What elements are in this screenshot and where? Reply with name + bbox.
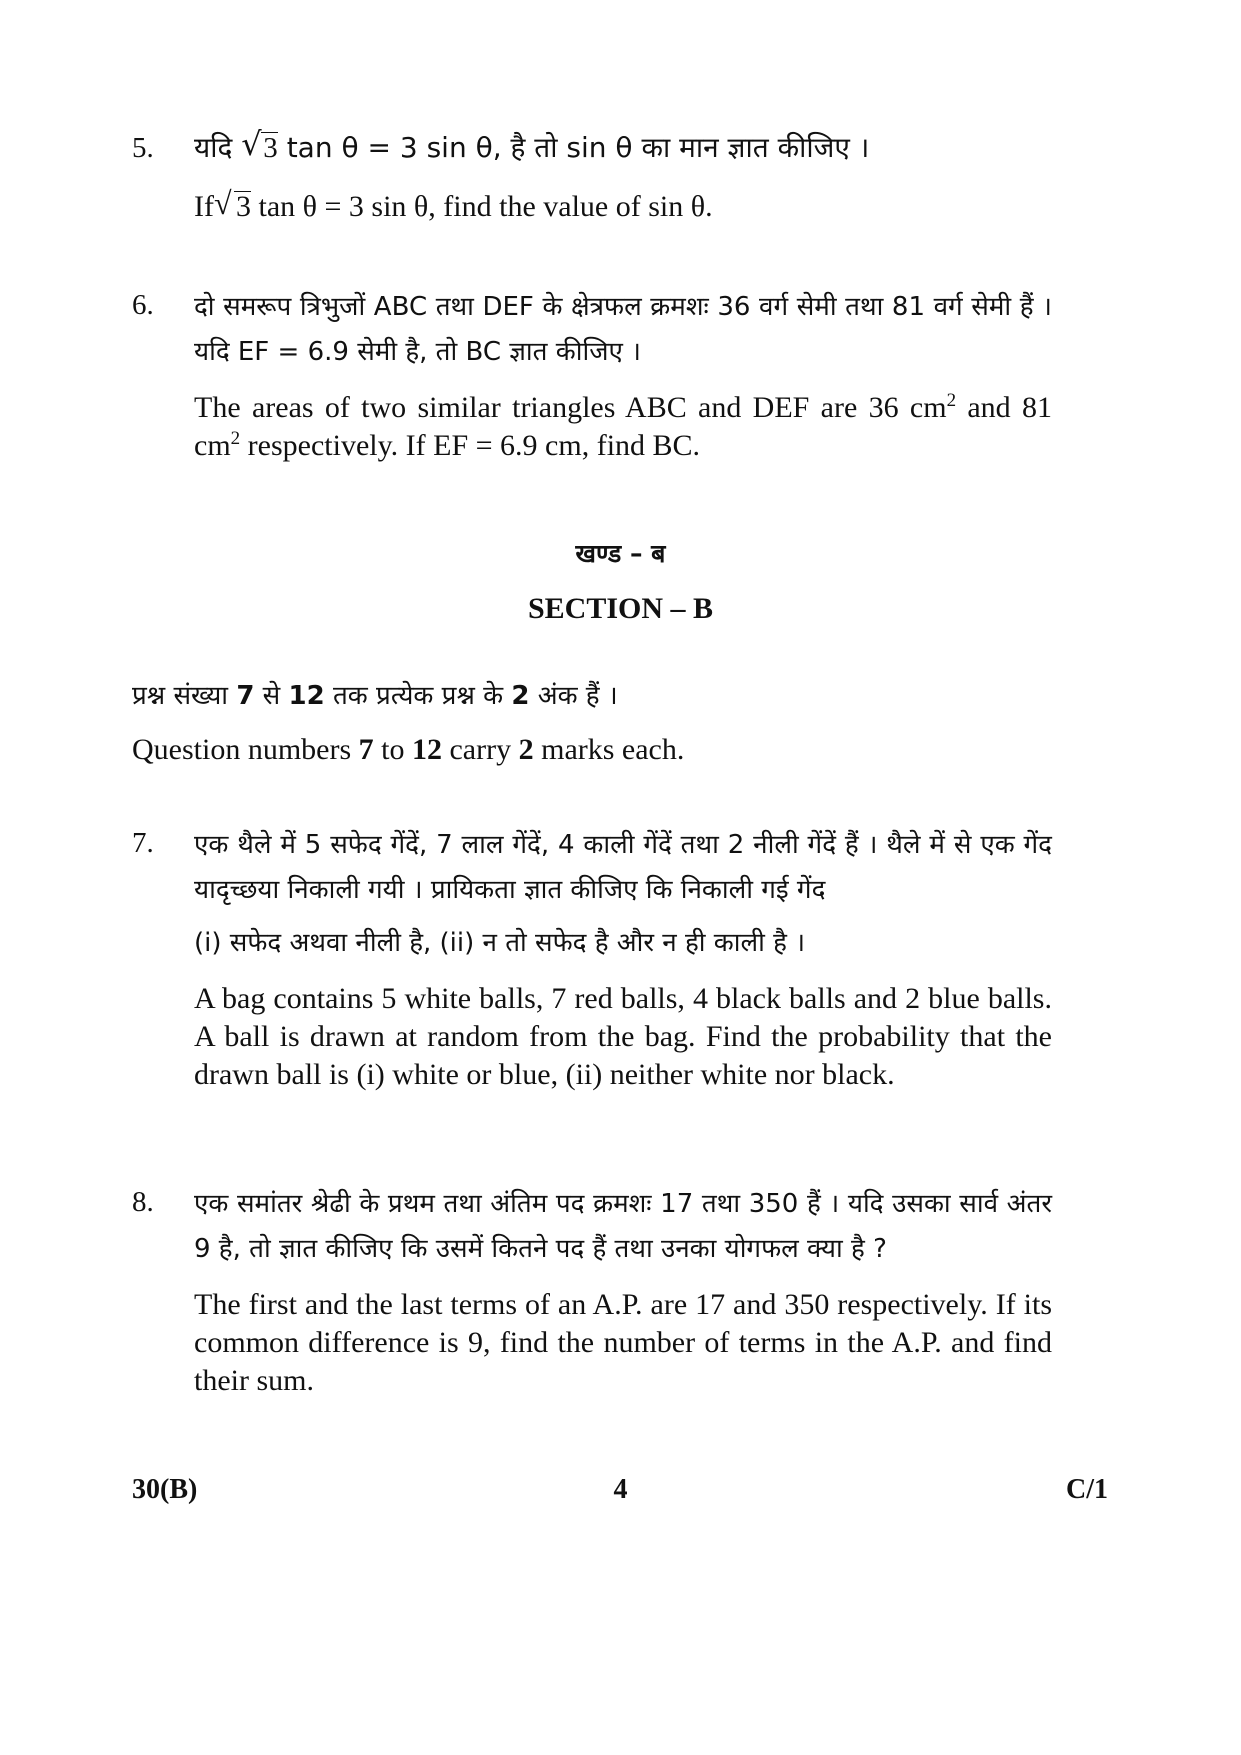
question-body xyxy=(194,823,1052,1094)
question-body xyxy=(194,1182,1052,1400)
question-text-hindi: एक थैले में 5 सफेद गेंदें, 7 लाल गेंदें, 4 काली गेंदें तथा 2 नीली गेंदें हैं । थैले में से एक गेंद यादृच्छया निकाली गयी । प्रायिकता ज्ञात कीजिए कि निकाली गई गेंद xyxy=(194,830,1052,905)
question-text-english: A bag contains 5 white balls, 7 red balls, 4 black balls and 2 blue balls. A ball is drawn at random from the bag. Find the probability that the drawn ball is (i) white or blue, (ii) neither white nor black. xyxy=(194,982,1052,1091)
question-text-english: The first and the last terms of an A.P. are 17 and 350 respectively. If its common difference is 9, find the number of terms in the A.P. and find their sum. xyxy=(194,1288,1052,1397)
question-number: 7. xyxy=(132,827,154,859)
question-text-hindi: एक समांतर श्रेढी के प्रथम तथा अंतिम पद क्रमशः 17 तथा 350 हैं । यदि उसका सार्व अंतर 9 है, तो ज्ञात कीजिए कि उसमें कितने पद हैं तथा उनका योगफल क्या है ? xyxy=(194,1189,1052,1264)
question-number: 5. xyxy=(132,132,154,164)
square-root: √ 3 xyxy=(213,185,251,223)
section-heading-english: SECTION – B xyxy=(527,592,714,625)
question-text-hindi: यदि √ 3 tan θ = 3 sin θ, है तो sin θ का मान ज्ञात कीजिए । xyxy=(194,128,1052,168)
section-heading-hindi: खण्ड – ब xyxy=(575,539,666,568)
question-body xyxy=(194,125,1052,226)
page-number: 4 xyxy=(613,1474,628,1505)
question-text-hindi: दो समरूप त्रिभुजों ABC तथा DEF के क्षेत्रफल क्रमशः 36 वर्ग सेमी तथा 81 वर्ग सेमी हैं । यदि EF = 6.9 सेमी है, तो BC ज्ञात कीजिए । xyxy=(194,292,1052,367)
question-body xyxy=(194,285,1052,465)
question-subparts-hindi: (i) सफेद अथवा नीली है, (ii) न तो सफेद है और न ही काली है । xyxy=(194,928,806,958)
section-instruction-english: Question numbers 7 to 12 carry 2 marks each. xyxy=(132,733,685,766)
question-text-english: If √ 3 tan θ = 3 sin θ, find the value of sin θ. xyxy=(194,188,1052,226)
set-code: C/1 xyxy=(1066,1474,1108,1505)
question-number: 6. xyxy=(132,289,154,321)
section-instruction-hindi: प्रश्न संख्या 7 से 12 तक प्रत्येक प्रश्न के 2 अंक हैं । xyxy=(132,681,618,711)
question-number: 8. xyxy=(132,1186,154,1218)
square-root: √ 3 xyxy=(241,125,278,164)
paper-code: 30(B) xyxy=(132,1474,198,1505)
question-text-english: The areas of two similar triangles ABC and DEF are 36 $cm^2$ and 81 $cm^2$ respectively. If EF = 6.9 cm, find BC. xyxy=(194,390,1052,462)
